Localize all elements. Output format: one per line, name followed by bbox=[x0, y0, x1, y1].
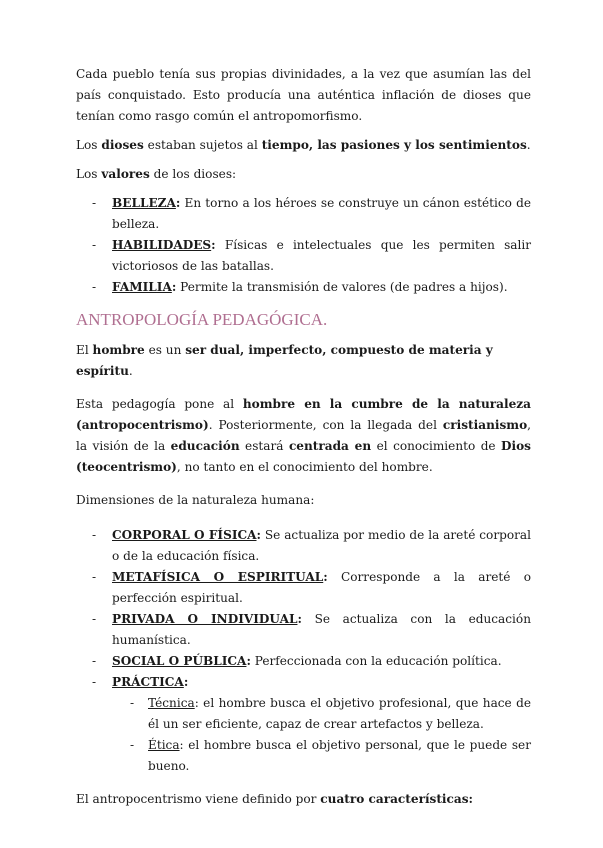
paragraph-hombre-dual bbox=[76, 340, 531, 382]
term-text: Permite la transmisión de valores (de padres a hijos). bbox=[176, 280, 508, 294]
term-text: Se actualiza por medio de la areté corporal o de la educación física. bbox=[112, 528, 531, 563]
list-item-familia bbox=[76, 277, 531, 298]
term-label: BELLEZA bbox=[112, 196, 176, 210]
term-sep: : bbox=[171, 280, 177, 294]
sub-term-label: Ética bbox=[148, 738, 180, 752]
text-run: Esta pedagogía pone al bbox=[76, 397, 243, 411]
bold-run: cuatro características: bbox=[320, 792, 474, 806]
bold-run: tiempo, las pasiones y los sentimientos bbox=[261, 138, 527, 152]
paragraph-caracteristicas bbox=[76, 789, 531, 810]
term-sep: : bbox=[183, 675, 189, 689]
bold-run: cristianismo bbox=[442, 418, 528, 432]
term-text: Corresponde a la areté o perfección espiritual. bbox=[112, 570, 531, 605]
term-sep: : bbox=[246, 654, 251, 668]
bold-run: Dios (teocentrismo) bbox=[76, 439, 531, 474]
sub-term-label: Técnica bbox=[148, 696, 195, 710]
paragraph-pedagogia bbox=[76, 394, 531, 478]
sub-term-text: : el hombre busca el objetivo profesional, que hace de él un ser eficiente, capaz de crear artefactos y belleza. bbox=[148, 696, 531, 731]
term-sep: : bbox=[211, 238, 216, 252]
paragraph-dioses bbox=[76, 135, 531, 156]
text-run: . bbox=[526, 138, 531, 152]
term-label: SOCIAL O PÚBLICA bbox=[112, 654, 247, 668]
term-label: METAFÍSICA O ESPIRITUAL bbox=[112, 570, 324, 584]
practica-sublist bbox=[112, 693, 531, 777]
list-item-privada bbox=[76, 609, 531, 651]
dimensiones-list bbox=[76, 525, 531, 777]
sublist-item-etica bbox=[112, 735, 531, 777]
text-run: el conocimiento de bbox=[371, 439, 502, 453]
list-item-social bbox=[76, 651, 531, 672]
bold-run: hombre bbox=[92, 343, 145, 357]
term-sep: : bbox=[256, 528, 261, 542]
text-run: . Posteriormente, con la llegada del bbox=[208, 418, 443, 432]
term-text: Físicas e intelectuales que les permiten salir victoriosos de las batallas. bbox=[112, 238, 531, 273]
list-item-practica bbox=[76, 672, 531, 777]
term-label: PRÁCTICA bbox=[112, 675, 184, 689]
text-run: . bbox=[128, 364, 133, 378]
list-item-belleza bbox=[76, 193, 531, 235]
paragraph-divinidades: Cada pueblo tenía sus propias divinidades, a la vez que asumían las del país conquistado. Esto producía una auténtica inflación de dioses que tenían como rasgo común el antropomorfismo. bbox=[76, 67, 531, 123]
bold-run: dioses bbox=[101, 138, 144, 152]
text-run: El bbox=[76, 343, 93, 357]
paragraph-valores-intro bbox=[76, 164, 531, 185]
term-sep: : bbox=[297, 612, 302, 626]
text-run: de los dioses: bbox=[149, 167, 237, 181]
bold-run: hombre en la cumbre de la naturaleza (antropocentrismo) bbox=[76, 397, 531, 432]
text-run: Los bbox=[76, 138, 102, 152]
term-text: Se actualiza con la educación humanística. bbox=[112, 612, 531, 647]
text-run: El antropocentrismo viene definido por bbox=[76, 792, 321, 806]
term-label: FAMILIA bbox=[112, 280, 172, 294]
term-label: HABILIDADES bbox=[112, 238, 212, 252]
section-heading: ANTROPOLOGÍA PEDAGÓGICA. bbox=[76, 310, 328, 329]
sub-term-text: : el hombre busca el objetivo personal, que le puede ser bueno. bbox=[148, 738, 531, 773]
list-item-metafisica bbox=[76, 567, 531, 609]
text-run: estará bbox=[239, 439, 289, 453]
list-item-habilidades bbox=[76, 235, 531, 277]
term-label: PRIVADA O INDIVIDUAL bbox=[112, 612, 298, 626]
bold-run: ser dual, imperfecto, compuesto de materia y espíritu bbox=[76, 343, 493, 378]
text-run: estaban sujetos al bbox=[143, 138, 262, 152]
text-run: , no tanto en el conocimiento del hombre. bbox=[176, 460, 433, 474]
text-run: Los bbox=[76, 167, 102, 181]
bold-run: educación bbox=[170, 439, 240, 453]
bold-run: centrada en bbox=[288, 439, 372, 453]
term-sep: : bbox=[175, 196, 181, 210]
valores-list bbox=[76, 193, 531, 298]
paragraph-dimensiones-intro: Dimensiones de la naturaleza humana: bbox=[76, 493, 315, 507]
term-text: Perfeccionada con la educación política. bbox=[250, 654, 502, 668]
bold-run: valores bbox=[101, 167, 150, 181]
text-run: es un bbox=[144, 343, 186, 357]
sublist-item-tecnica bbox=[112, 693, 531, 735]
list-item-corporal bbox=[76, 525, 531, 567]
term-sep: : bbox=[323, 570, 328, 584]
term-text: En torno a los héroes se construye un cánon estético de belleza. bbox=[112, 196, 531, 231]
text-run: , la visión de la bbox=[76, 418, 531, 453]
term-label: CORPORAL O FÍSICA bbox=[112, 528, 257, 542]
